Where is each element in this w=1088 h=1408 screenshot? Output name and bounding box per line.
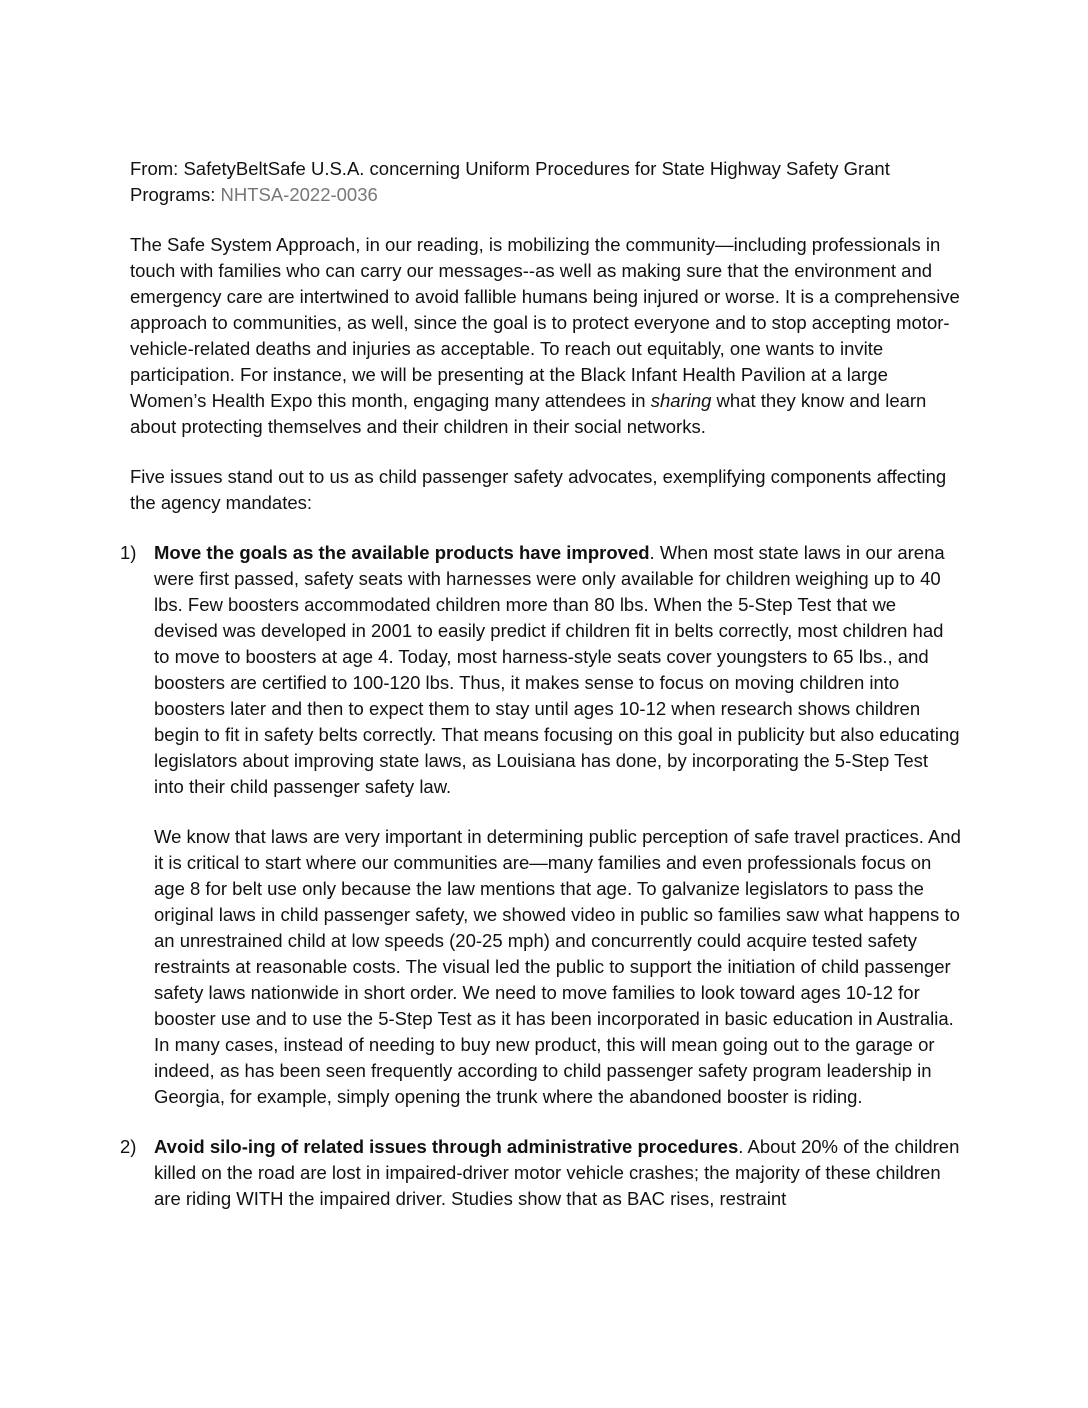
list-item-2: [120, 1134, 962, 1212]
list-number: 2): [120, 1136, 137, 1157]
item-followup-paragraph: We know that laws are very important in determining public perception of safe travel practices. And it is critical to start where our communities are—many families and even professionals focus on age 8 for belt use only because the law mentions that age. To galvanize legislators to pass the original laws in child passenger safety, we showed video in public so families saw what happens to an unrestrained child at low speeds (20-25 mph) and concurrently could acquire tested safety restraints at reasonable costs. The visual led the public to support the initiation of child passenger safety laws nationwide in short order. We need to move families to look toward ages 10-12 for booster use and to use the 5-Step Test as it has been incorporated in basic education in Australia. In many cases, instead of needing to buy new product, this will mean going out to the garage or indeed, as has been seen frequently according to child passenger safety program leadership in Georgia, for example, simply opening the trunk where the abandoned booster is riding.: [154, 826, 961, 1107]
docket-number: NHTSA-2022-0036: [220, 184, 378, 205]
item-title: Avoid silo-ing of related issues through administrative procedures: [154, 1136, 739, 1157]
item-body: . When most state laws in our arena were first passed, safety seats with harnesses were only available for children weighing up to 40 lbs. Few boosters accommodated children more than 80 lbs. When the 5-Step Test that we devised was developed in 2001 to easily predict if children fit in belts correctly, most children had to move to boosters at age 4. Today, most harness-style seats cover youngsters to 65 lbs., and boosters are certified to 100-120 lbs. Thus, it makes sense to focus on moving children into boosters later and then to expect them to stay until ages 10-12 when research shows children begin to fit in safety belts correctly. That means focusing on this goal in publicity but also educating legislators about improving state laws, as Louisiana has done, by incorporating the 5-Step Test into their child passenger safety law.: [154, 542, 960, 797]
document-body: [120, 156, 962, 1236]
intro-text-part2: what they know and learn about protecting themselves and their children in their social networks.: [130, 390, 927, 437]
intro-emphasis: sharing: [650, 390, 712, 411]
item-paragraph: [154, 540, 962, 800]
item-paragraph: [154, 1134, 962, 1212]
item-body: . About 20% of the children killed on the road are lost in impaired-driver motor vehicle crashes; the majority of these children are riding WITH the impaired driver. Studies show that as BAC rises, restraint: [154, 1136, 960, 1209]
letter-heading: [130, 156, 962, 208]
list-item-1: [120, 540, 962, 1110]
heading-text: From: SafetyBeltSafe U.S.A. concerning Uniform Procedures for State Highway Safety Grant Programs:: [130, 158, 890, 205]
intro-text-part1: The Safe System Approach, in our reading, is mobilizing the community—including professionals in touch with families who can carry our messages--as well as making sure that the environment and emergency care are intertwined to avoid fallible humans being injured or worse. It is a comprehensive approach to communities, as well, since the goal is to protect everyone and to stop accepting motor-vehicle-related deaths and injuries as acceptable. To reach out equitably, one wants to invite participation. For instance, we will be presenting at the Black Infant Health Pavilion at a large Women’s Health Expo this month, engaging many attendees in: [130, 234, 960, 411]
lead-paragraph: Five issues stand out to us as child passenger safety advocates, exemplifying components affecting the agency mandates:: [130, 466, 947, 513]
item-title: Move the goals as the available products have improved: [154, 542, 650, 563]
list-number: 1): [120, 542, 137, 563]
intro-paragraph: [130, 232, 962, 440]
